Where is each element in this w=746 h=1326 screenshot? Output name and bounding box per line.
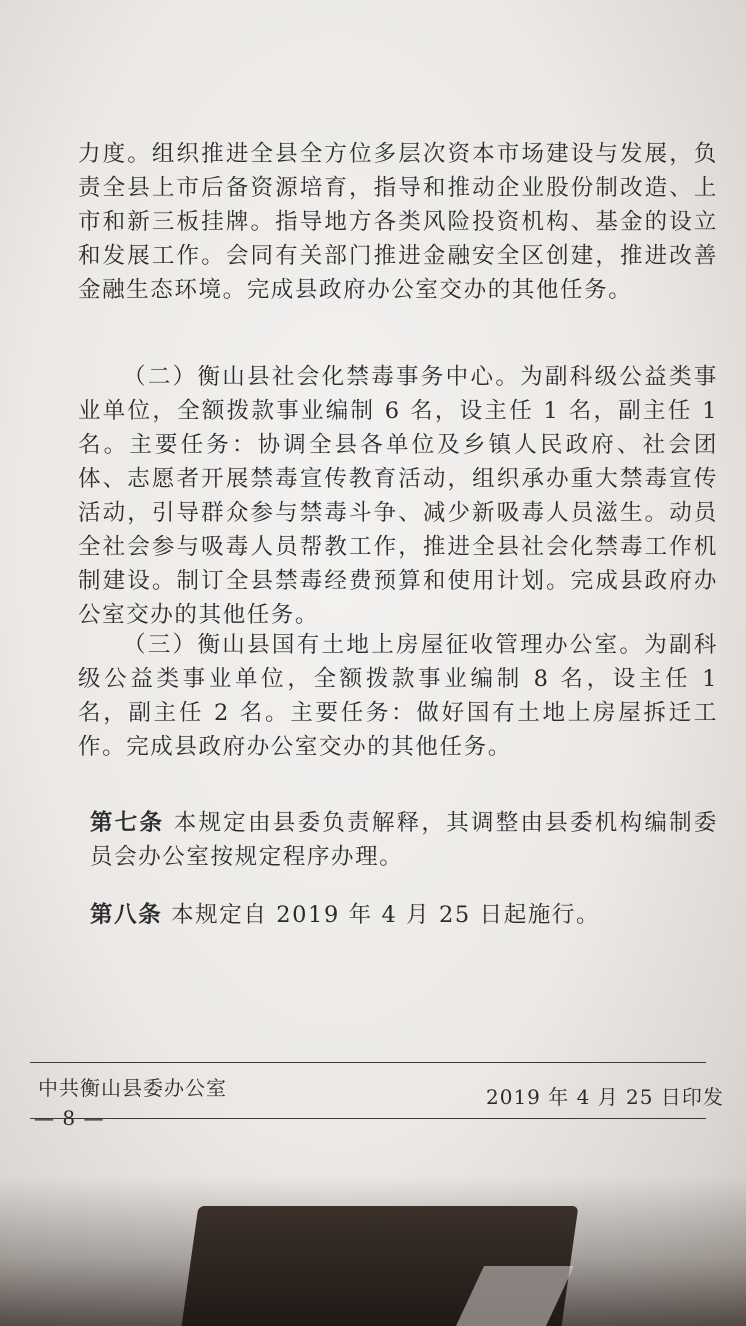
footer-top-rule bbox=[30, 1062, 706, 1063]
article-seven-heading: 第七条 bbox=[90, 810, 165, 836]
paragraph-housing-expropriation-office: （三）衡山县国有土地上房屋征收管理办公室。为副科级公益类事业单位，全额拨款事业编制 8 名，设主任 1 名，副主任 2 名。主要任务：做好国有土地上房屋拆迁工作。完成县政府办公室交办的其他任务。 bbox=[78, 632, 718, 760]
footer-issuer: 中共衡山县委办公室 bbox=[38, 1076, 227, 1100]
footer-issue-date: 2019 年 4 月 25 日印发 bbox=[486, 1085, 724, 1109]
article-seven-text: 本规定由县委负责解释，其调整由县委机构编制委员会办公室按规定程序办理。 bbox=[90, 810, 718, 870]
paragraph-anti-drug-center: （二）衡山县社会化禁毒事务中心。为副科级公益类事业单位，全额拨款事业编制 6 名，设主任 1 名，副主任 1 名。主要任务：协调全县各单位及乡镇人民政府、社会团体、志愿者开展禁毒宣传教育活动，组织承办重大禁毒宣传活动，引导群众参与禁毒斗争、减少新吸毒人员滋生。动员全社会参与吸毒人员帮教工作，推进全县社会化禁毒工作机制建设。制订全县禁毒经费预算和使用计划。完成县政府办公室交办的其他任务。 bbox=[78, 364, 718, 628]
page-number: — 8 — bbox=[34, 1106, 105, 1130]
article-eight-heading: 第八条 bbox=[90, 902, 163, 928]
article-seven bbox=[90, 806, 718, 874]
paragraph-continuation: 力度。组织推进全县全方位多层次资本市场建设与发展，负责全县上市后备资源培育，指导和推动企业股份制改造、上市和新三板挂牌。指导地方各类风险投资机构、基金的设立和发展工作。会同有关部门推进金融安全区创建，推进改善金融生态环境。完成县政府办公室交办的其他任务。 bbox=[78, 141, 718, 303]
article-eight-text: 本规定自 2019 年 4 月 25 日起施行。 bbox=[171, 902, 601, 928]
article-eight bbox=[90, 898, 718, 932]
footer-bottom-rule bbox=[30, 1118, 706, 1119]
